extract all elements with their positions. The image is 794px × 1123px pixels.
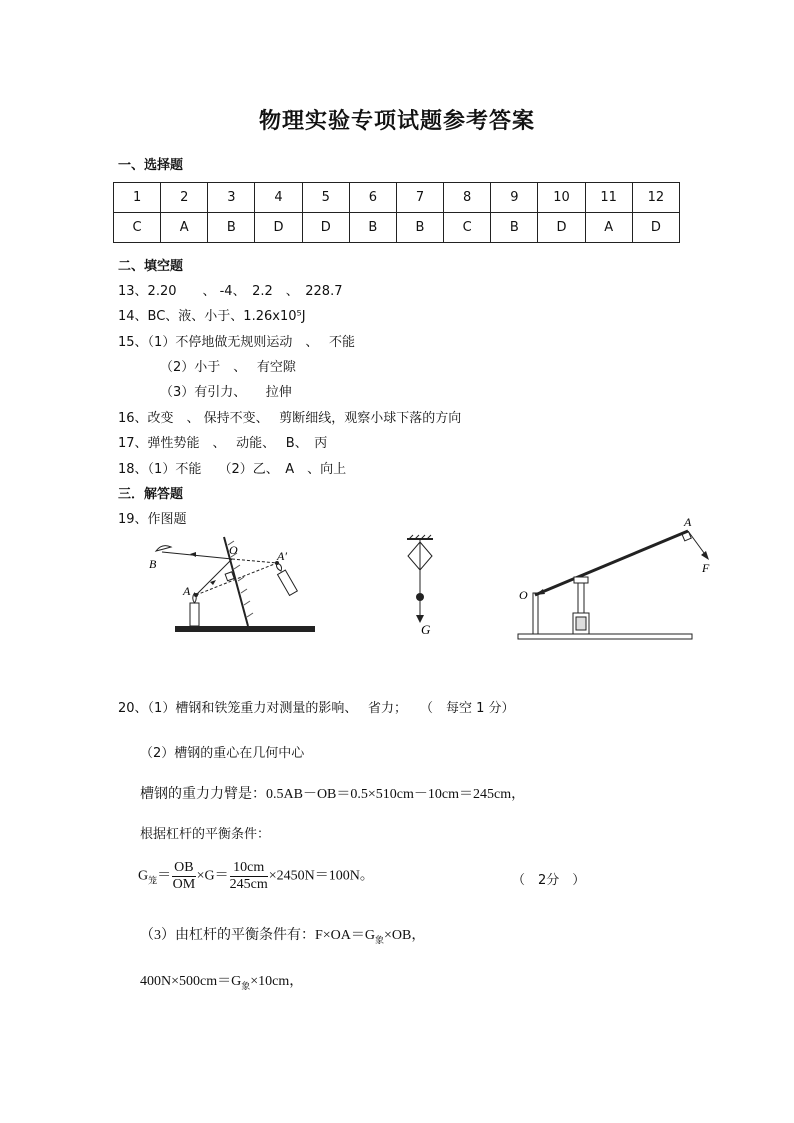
reflected-ray [162, 552, 232, 559]
formula-eq: ＝ [157, 868, 172, 884]
table-cell-number: 4 [255, 183, 302, 213]
table-cell-answer: A [161, 213, 208, 243]
fig1-label-a: A [183, 584, 191, 598]
fraction-ob-om [172, 860, 195, 893]
answer-q19: 19、作图题 [118, 512, 187, 527]
table-cell-number: 6 [349, 183, 396, 213]
burner-window [576, 617, 586, 630]
fig3-label-o: O [519, 588, 528, 602]
answer-q17: 17、弹性势能 、 动能、 B、 丙 [118, 436, 328, 451]
fig1-label-a-prime: A′ [277, 549, 287, 563]
table-cell-number: 5 [302, 183, 349, 213]
fig2-label-g: G [421, 622, 431, 637]
answer-q15a: 15、（1）不停地做无规则运动 、 不能 [118, 335, 355, 350]
table-cell-answer: C [114, 213, 161, 243]
object-point [194, 593, 198, 597]
force-arrow-icon [701, 551, 709, 560]
pendulum-figure [395, 535, 455, 640]
answer-table [113, 182, 680, 243]
section-heading-choice: 一、选择题 [118, 158, 184, 173]
section-heading-fill: 二、填空题 [118, 259, 184, 274]
fraction-lengths [230, 860, 268, 893]
calc-sub: 象 [241, 980, 251, 991]
part3-post: ×OB， [384, 928, 426, 943]
answer-q14: 14、BC、液、小于、1.26x10⁵J [118, 309, 306, 324]
part3-sub: 象 [375, 934, 385, 945]
table-cell-answer: D [255, 213, 302, 243]
answer-q16: 16、改变 、 保持不变、 剪断细线，观察小球下落的方向 [118, 411, 462, 426]
answer-q20-arm: 槽钢的重力力臂是：0.5AB－OB＝0.5×510cm－10cm＝245cm， [140, 787, 526, 802]
table-cell-answer: B [396, 213, 443, 243]
burner-top [574, 577, 588, 583]
answer-q20-formula [138, 860, 374, 893]
answer-q18: 18、（1）不能 （2）乙、 A 、向上 [118, 462, 347, 477]
candle-image-icon [278, 570, 298, 595]
table-cell-answer: B [349, 213, 396, 243]
answer-q20-balance: 根据杠杆的平衡条件： [140, 827, 271, 842]
burner-stem [578, 583, 584, 613]
eye-icon [156, 546, 171, 551]
formula-g-sub: 笼 [148, 875, 158, 886]
answer-q13: 13、2.20 、 -4、 2.2 、 228.7 [118, 284, 343, 299]
candle-icon [190, 603, 199, 626]
answer-table-answer-row [114, 213, 680, 243]
part3-pre: （3）由杠杆的平衡条件有：F×OA＝G [140, 928, 376, 943]
answer-q20-part1: 20、（1）槽钢和铁笼重力对测量的影响、 省力； （ 每空 1 分） [118, 701, 515, 716]
page-title: 物理实验专项试题参考答案 [258, 108, 535, 134]
table-cell-number: 11 [585, 183, 632, 213]
base-plate [518, 634, 692, 639]
fig1-label-o: O [229, 543, 238, 557]
table-cell-number: 7 [396, 183, 443, 213]
calc-post: ×10cm， [250, 974, 304, 989]
answer-q15c: （3）有引力、 拉伸 [160, 385, 292, 400]
fraction-denominator: OM [172, 877, 196, 892]
table-cell-number: 3 [208, 183, 255, 213]
fig3-label-f: F [702, 561, 710, 575]
ball-icon [416, 593, 424, 601]
section-heading-solution: 三．解答题 [118, 487, 184, 502]
answer-table-number-row [114, 183, 680, 213]
mirror-reflection-figure [140, 535, 330, 640]
calc-pre: 400N×500cm＝G [140, 974, 242, 989]
fraction-numerator: 10cm [230, 860, 268, 877]
answer-q20-part2: （2）槽钢的重心在几何中心 [140, 746, 305, 761]
table-cell-answer: D [632, 213, 679, 243]
table-cell-number: 9 [491, 183, 538, 213]
table-cell-number: 10 [538, 183, 585, 213]
table-cell-answer: D [302, 213, 349, 243]
fig1-label-b: B [149, 557, 157, 571]
formula-mid: ×G＝ [196, 868, 229, 884]
table-surface [175, 626, 315, 632]
fraction-numerator: OB [174, 860, 194, 875]
fraction-denominator: 245cm [229, 877, 268, 892]
pivot-post [533, 593, 538, 634]
answer-q20-part3 [140, 924, 425, 946]
formula-tail: ×2450N＝100N。 [268, 868, 374, 884]
virtual-ray [232, 559, 277, 563]
table-cell-answer: D [538, 213, 585, 243]
table-cell-answer: C [444, 213, 491, 243]
answer-q15b: （2）小于 、 有空隙 [160, 360, 296, 375]
answer-q20-part3-calc [140, 970, 303, 992]
table-cell-number: 12 [632, 183, 679, 213]
formula-g: G [138, 868, 149, 884]
score-note: （ 2分 ） [512, 873, 586, 888]
table-cell-answer: B [491, 213, 538, 243]
table-cell-answer: A [585, 213, 632, 243]
force-arm-line [535, 531, 688, 595]
table-cell-number: 1 [114, 183, 161, 213]
table-cell-number: 8 [444, 183, 491, 213]
fig3-label-a: A [684, 515, 692, 529]
table-cell-answer: B [208, 213, 255, 243]
table-cell-number: 2 [161, 183, 208, 213]
lever-figure [512, 513, 710, 643]
